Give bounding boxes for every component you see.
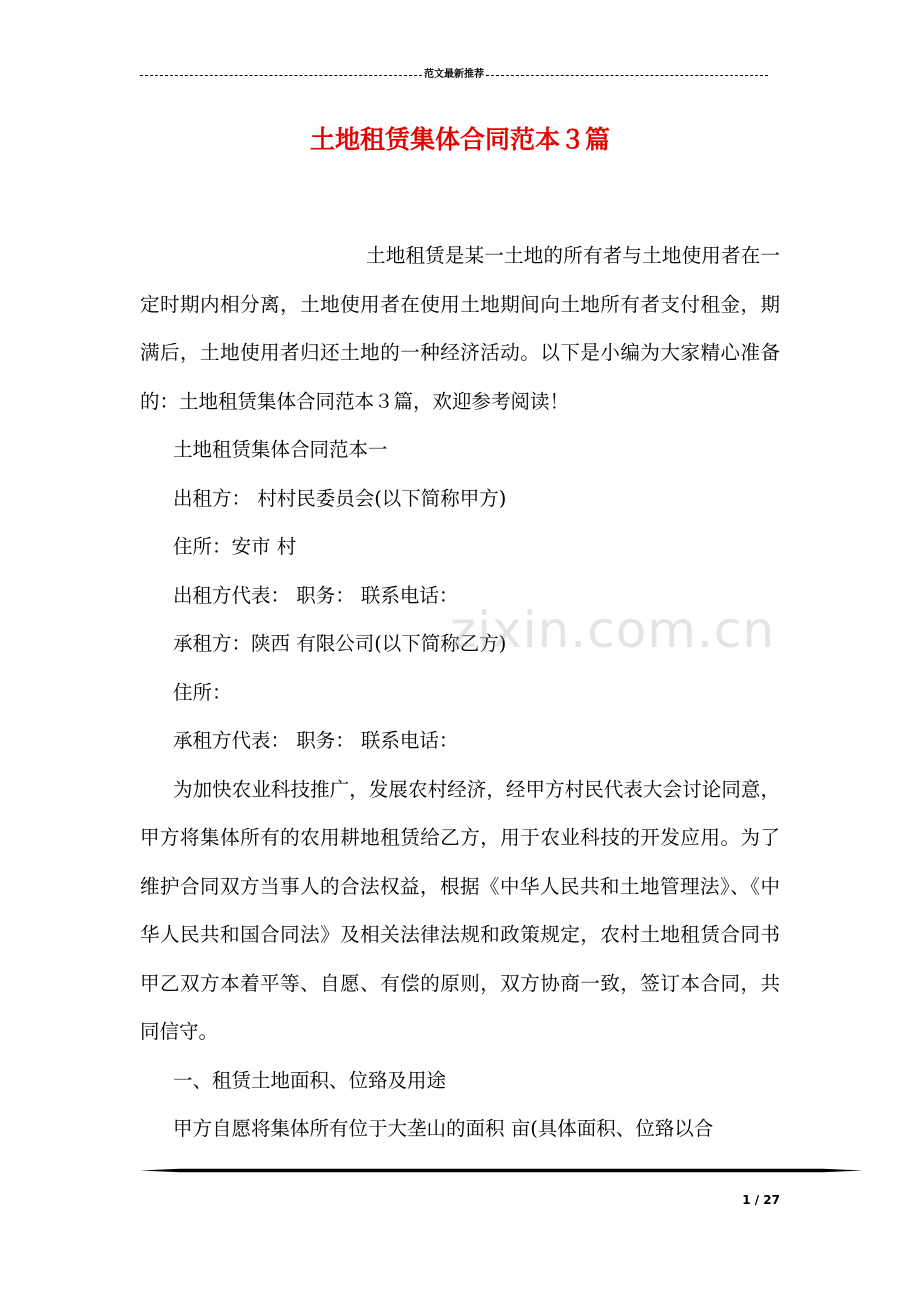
lessee-line: 承租方：陕西 有限公司(以下简称乙方): [173, 632, 507, 655]
lessor-line: 出租方： 村村民委员会(以下简称甲方): [173, 486, 507, 510]
lessee-address-line: 住所：: [173, 680, 232, 704]
page-header: [140, 68, 768, 82]
header-dashes-right: [486, 75, 768, 76]
clause-paragraph: 甲方自愿将集体所有位于大垄山的面积 亩(具体面积、位臵以合: [173, 1117, 714, 1140]
intro-paragraph: 土地租赁是某一土地的所有者与土地使用者在一定时期内相分离，土地使用者在使用土地期间向土地所有者支付租金，期满后，土地使用者归还土地的一种经济活动。以下是小编为大家精心准备的：土地租赁集体合同范本３篇，欢迎参考阅读！: [140, 244, 780, 413]
header-label: 范文最新推荐: [424, 69, 484, 80]
lessee-representative-line: 承租方代表： 职务： 联系电话：: [173, 729, 459, 752]
page-number: 1 / 27: [742, 1193, 780, 1207]
header-dashes-left: [140, 75, 422, 76]
clause-heading: 一、租赁土地面积、位臵及用途: [173, 1068, 447, 1092]
lessor-address-line: 住所：安市 村: [173, 535, 297, 558]
footer-rule: [140, 1168, 863, 1173]
preamble-paragraph: 为加快农业科技推广，发展农村经济，经甲方村民代表大会讨论同意，甲方将集体所有的农用耕地租赁给乙方，用于农业科技的开发应用。为了维护合同双方当事人的合法权益，根据《中华人民共和土地管理法》、《中华人民共和国合同法》及相关法律法规和政策规定，农村土地租赁合同书甲乙双方本着平等、自愿、有偿的原则，双方协商一致，签订本合同，共同信守。: [140, 777, 780, 1043]
section-heading: 土地租赁集体合同范本一: [173, 438, 388, 461]
document-body: [140, 232, 780, 1154]
document-title: 土地租赁集体合同范本３篇: [309, 125, 610, 154]
lessor-representative-line: 出租方代表： 职务： 联系电话：: [173, 583, 459, 607]
watermark: zixin.com.cn: [450, 601, 776, 659]
